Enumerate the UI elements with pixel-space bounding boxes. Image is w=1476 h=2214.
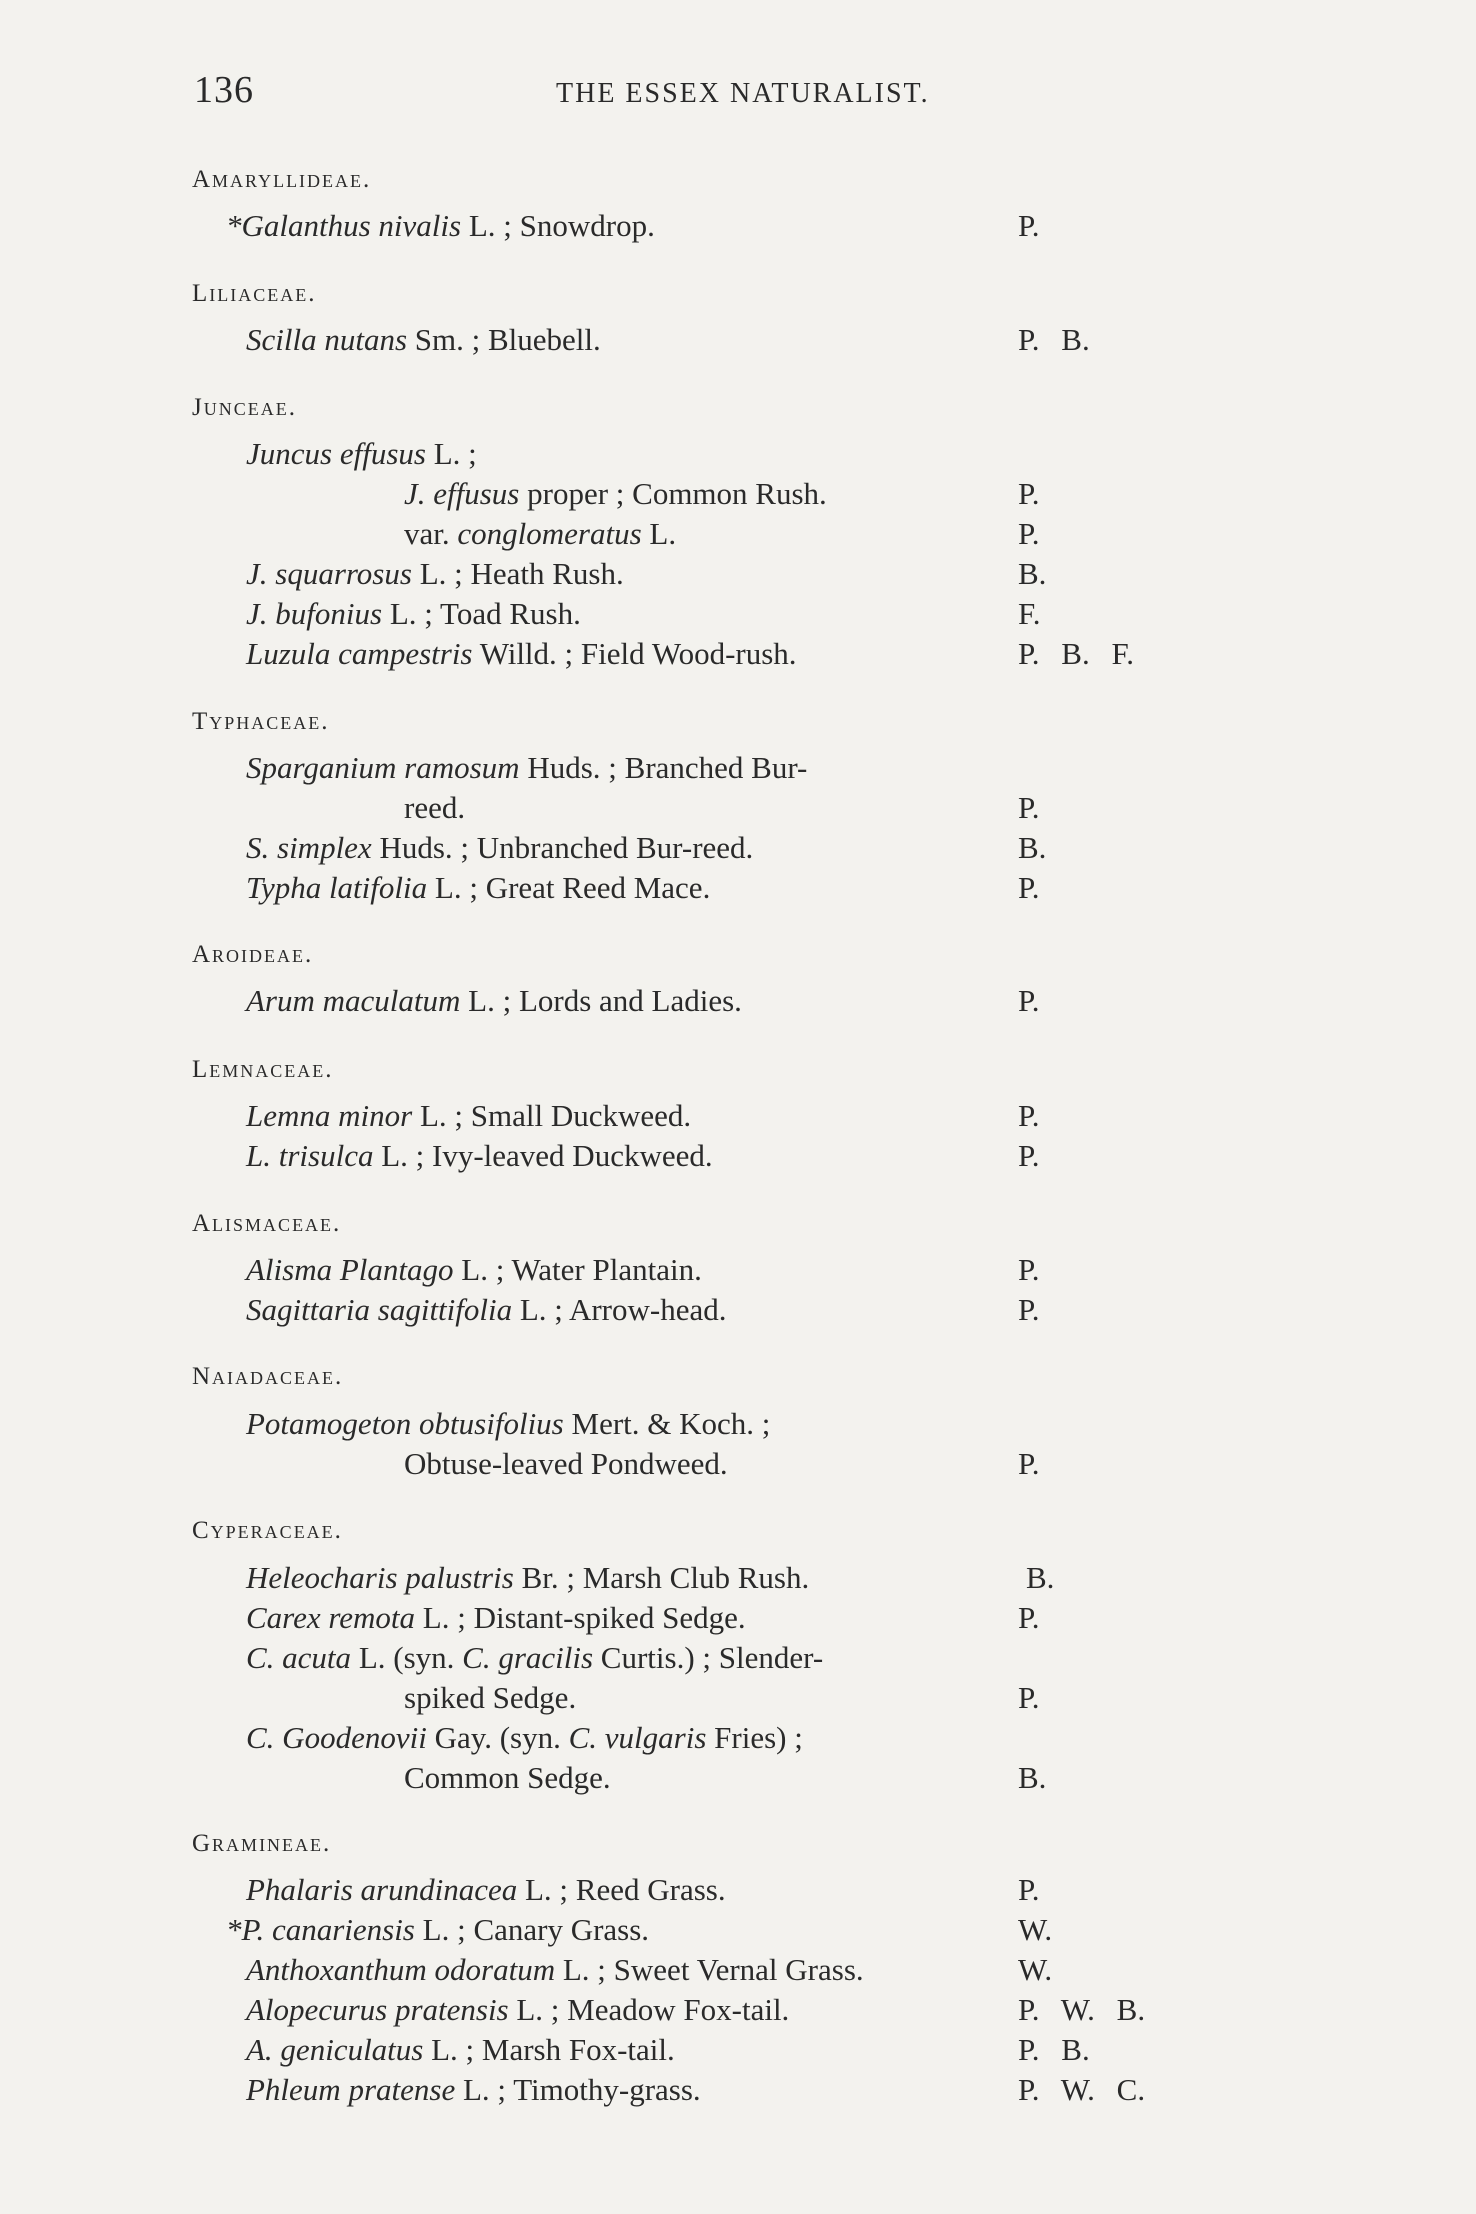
species-entry: C. Goodenovii Gay. (syn. C. vulgaris Fries) ; bbox=[246, 1720, 803, 1755]
locality-codes: P. bbox=[1018, 1680, 1040, 1715]
locality-codes: P. W. B. bbox=[1018, 1992, 1146, 2027]
locality-codes: F. bbox=[1018, 596, 1041, 631]
locality-codes: P. bbox=[1018, 1600, 1040, 1635]
locality-codes: P. bbox=[1018, 516, 1040, 551]
species-entry: Anthoxanthum odoratum L. ; Sweet Vernal Grass. bbox=[246, 1952, 864, 1987]
species-entry: Sagittaria sagittifolia L. ; Arrow-head. bbox=[246, 1292, 727, 1327]
page-number: 136 bbox=[194, 69, 254, 111]
locality-codes: B. bbox=[1026, 1560, 1055, 1595]
family-heading: Junceae. bbox=[192, 394, 297, 421]
locality-codes: P. bbox=[1018, 1252, 1040, 1287]
species-entry: spiked Sedge. bbox=[404, 1680, 577, 1715]
species-entry: var. conglomeratus L. bbox=[404, 516, 677, 551]
species-entry: Alopecurus pratensis L. ; Meadow Fox-tail. bbox=[246, 1992, 790, 2027]
species-entry: Sparganium ramosum Huds. ; Branched Bur- bbox=[246, 750, 808, 785]
locality-codes: P. B. F. bbox=[1018, 636, 1134, 671]
species-entry: Obtuse-leaved Pondweed. bbox=[404, 1446, 728, 1481]
species-entry: A. geniculatus L. ; Marsh Fox-tail. bbox=[246, 2032, 675, 2067]
locality-codes: W. bbox=[1018, 1952, 1053, 1987]
locality-codes: P. bbox=[1018, 870, 1040, 905]
species-entry: Carex remota L. ; Distant-spiked Sedge. bbox=[246, 1600, 746, 1635]
species-entry: Phleum pratense L. ; Timothy-grass. bbox=[246, 2072, 701, 2107]
family-heading: Typhaceae. bbox=[192, 708, 330, 735]
locality-codes: P. bbox=[1018, 1446, 1040, 1481]
species-entry: Potamogeton obtusifolius Mert. & Koch. ; bbox=[246, 1406, 771, 1441]
locality-codes: P. bbox=[1018, 476, 1040, 511]
species-entry: Arum maculatum L. ; Lords and Ladies. bbox=[246, 983, 742, 1018]
species-entry: J. bufonius L. ; Toad Rush. bbox=[246, 596, 581, 631]
species-entry: J. squarrosus L. ; Heath Rush. bbox=[246, 556, 624, 591]
locality-codes: P. B. bbox=[1018, 2032, 1090, 2067]
running-head: THE ESSEX NATURALIST. bbox=[556, 78, 930, 109]
family-heading: Cyperaceae. bbox=[192, 1517, 343, 1544]
species-entry: Phalaris arundinacea L. ; Reed Grass. bbox=[246, 1872, 726, 1907]
locality-codes: P. bbox=[1018, 1098, 1040, 1133]
family-heading: Alismaceae. bbox=[192, 1210, 342, 1237]
species-entry: reed. bbox=[404, 790, 466, 825]
locality-codes: P. B. bbox=[1018, 322, 1090, 357]
locality-codes: P. bbox=[1018, 1292, 1040, 1327]
locality-codes: P. bbox=[1018, 1138, 1040, 1173]
family-heading: Gramineae. bbox=[192, 1830, 332, 1857]
species-entry: L. trisulca L. ; Ivy-leaved Duckweed. bbox=[246, 1138, 713, 1173]
species-entry: Typha latifolia L. ; Great Reed Mace. bbox=[246, 870, 711, 905]
species-entry: Common Sedge. bbox=[404, 1760, 611, 1795]
species-entry: Alisma Plantago L. ; Water Plantain. bbox=[246, 1252, 702, 1287]
species-entry: J. effusus proper ; Common Rush. bbox=[404, 476, 827, 511]
locality-codes: W. bbox=[1018, 1912, 1053, 1947]
family-heading: Aroideae. bbox=[192, 941, 314, 968]
family-heading: Amaryllideae. bbox=[192, 166, 372, 193]
locality-codes: P. bbox=[1018, 208, 1040, 243]
family-heading: Liliaceae. bbox=[192, 280, 317, 307]
species-entry: *Galanthus nivalis L. ; Snowdrop. bbox=[226, 208, 655, 243]
family-heading: Lemnaceae. bbox=[192, 1056, 334, 1083]
locality-codes: P. bbox=[1018, 790, 1040, 825]
locality-codes: P. bbox=[1018, 1872, 1040, 1907]
species-entry: C. acuta L. (syn. C. gracilis Curtis.) ; Slender- bbox=[246, 1640, 824, 1675]
locality-codes: B. bbox=[1018, 1760, 1047, 1795]
species-entry: Lemna minor L. ; Small Duckweed. bbox=[246, 1098, 692, 1133]
species-entry: Juncus effusus L. ; bbox=[246, 436, 477, 471]
species-entry: Luzula campestris Willd. ; Field Wood-rush. bbox=[246, 636, 797, 671]
locality-codes: P. W. C. bbox=[1018, 2072, 1146, 2107]
locality-codes: B. bbox=[1018, 830, 1047, 865]
species-entry: *P. canariensis L. ; Canary Grass. bbox=[226, 1912, 650, 1947]
locality-codes: P. bbox=[1018, 983, 1040, 1018]
species-entry: S. simplex Huds. ; Unbranched Bur-reed. bbox=[246, 830, 754, 865]
species-entry: Heleocharis palustris Br. ; Marsh Club Rush. bbox=[246, 1560, 810, 1595]
species-entry: Scilla nutans Sm. ; Bluebell. bbox=[246, 322, 601, 357]
family-heading: Naiadaceae. bbox=[192, 1363, 344, 1390]
locality-codes: B. bbox=[1018, 556, 1047, 591]
